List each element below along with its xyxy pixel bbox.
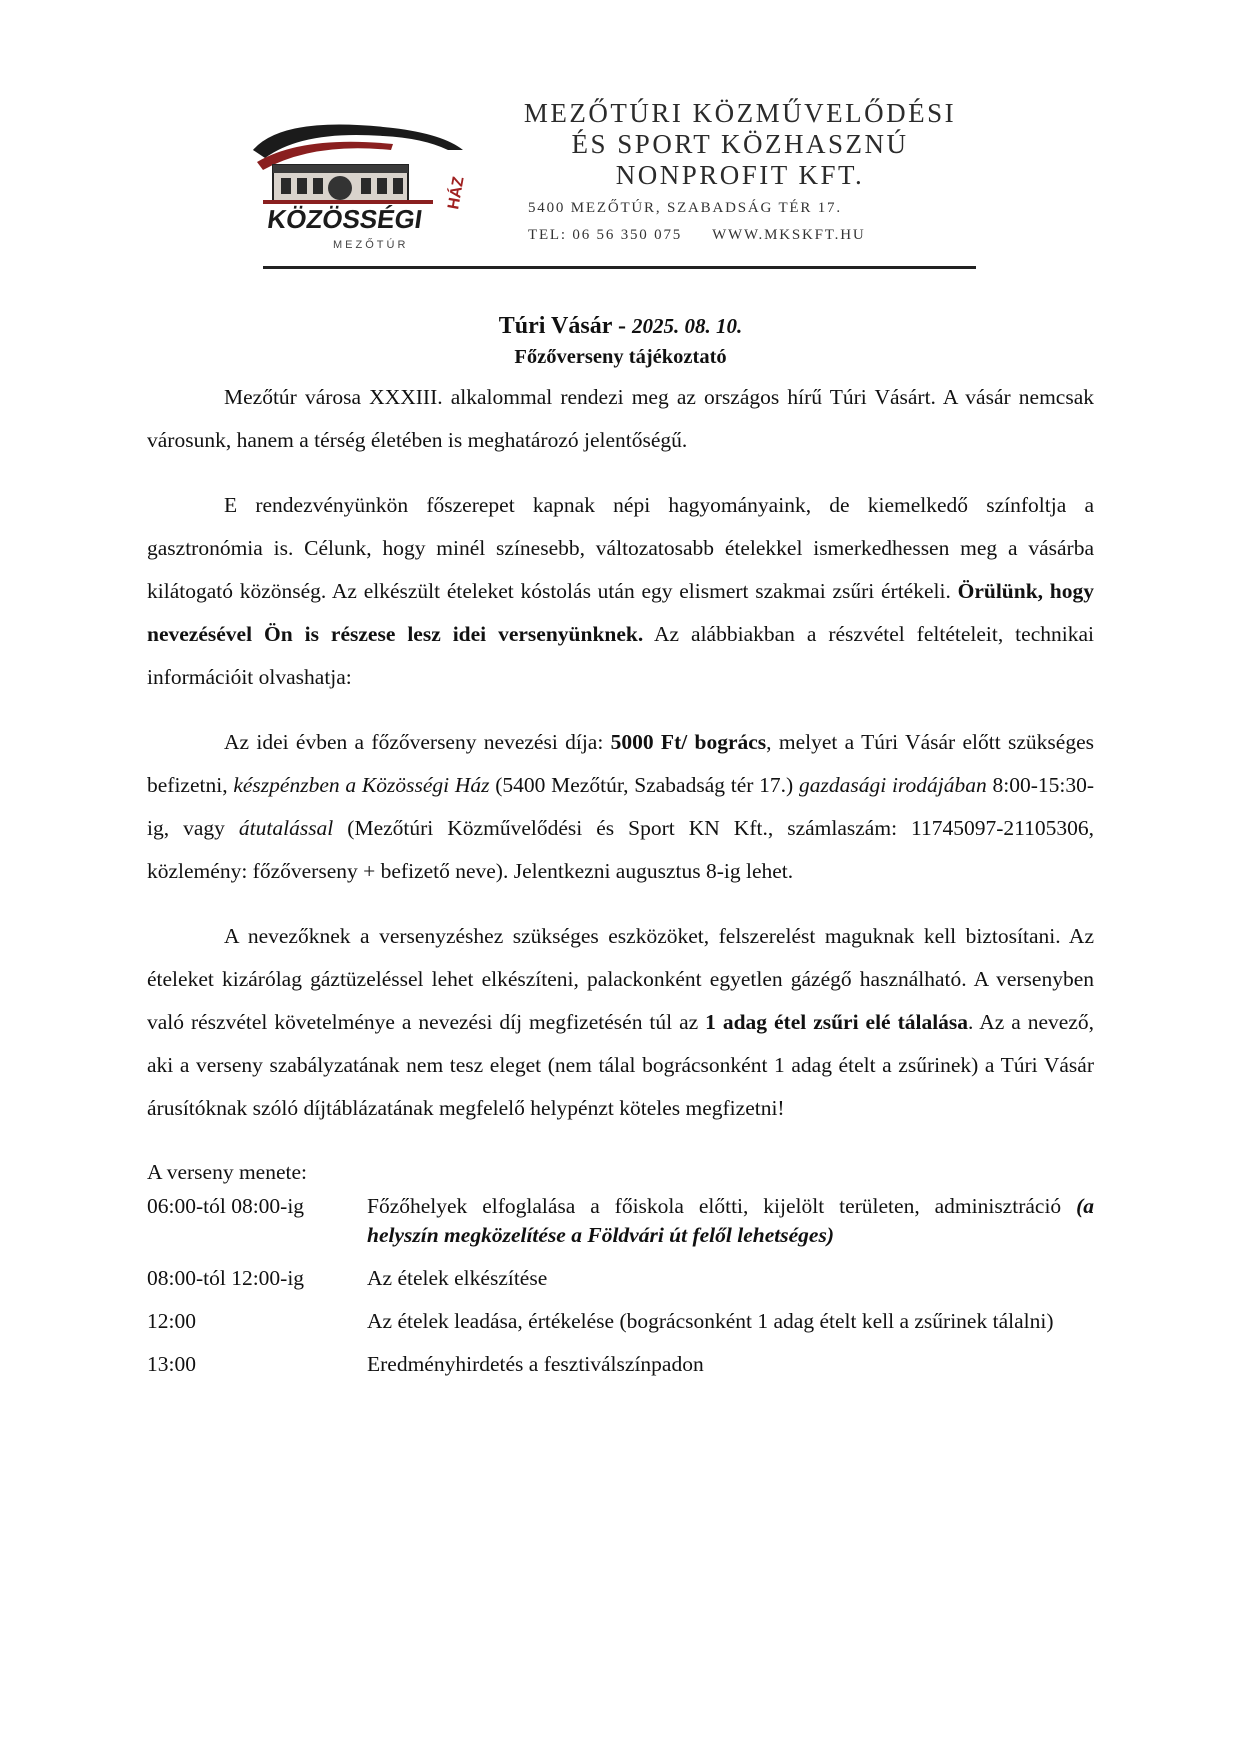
logo-side: HÁZ <box>445 175 468 211</box>
organization-name <box>450 98 1030 191</box>
schedule-time: 08:00-tól 12:00-ig <box>147 1266 305 1290</box>
p3-transfer: átutalással <box>238 816 334 840</box>
p4-text-c: . Az a nevező, aki a verseny szabályzatának nem tesz eleget (nem tálal bográcsonként 1 adag ételt a zsűrinek) a Túri Vásár árusítóknak szóló díjtáblázatának megfelelő helypénzt köteles megfizetni! <box>147 1010 1094 1120</box>
schedule-desc: Eredményhirdetés a fesztiválszínpadon <box>367 1352 704 1376</box>
schedule-time: 06:00-tól 08:00-ig <box>147 1194 305 1218</box>
schedule-row <box>147 1264 1094 1293</box>
p3-cash: készpénzben a Közösségi Ház <box>233 773 490 797</box>
schedule-desc: Az ételek leadása, értékelése (bográcsonként 1 adag ételt kell a zsűrinek tálalni) <box>367 1309 1054 1333</box>
address: 5400 MEZŐTÚR, SZABADSÁG TÉR 17. <box>528 200 842 216</box>
header-rule <box>263 266 976 269</box>
p3-text-a: Az idei évben a főzőverseny nevezési díja: <box>224 730 611 754</box>
schedule-row <box>147 1192 1094 1250</box>
fee-amount: 5000 Ft/ bogrács <box>610 730 767 754</box>
paragraph-intro: Mezőtúr városa XXXIII. alkalommal rendezi meg az országos hírű Túri Vásárt. A vásár nemcsak városunk, hanem a térség életében is meghatározó jelentőségű. <box>147 385 1094 452</box>
org-line-1: MEZŐTÚRI KÖZMŰVELŐDÉSI <box>523 98 957 128</box>
schedule-desc: Az ételek elkészítése <box>367 1266 548 1290</box>
p4-bold: 1 adag étel zsűri elé tálalása <box>705 1010 969 1034</box>
document-title <box>147 310 1094 342</box>
p2-text-c: Az alábbiakban a részvétel feltételeit, technikai információit olvashatja: <box>147 622 1094 689</box>
title-text: Túri Vásár <box>498 313 612 339</box>
schedule <box>147 1192 1094 1379</box>
document-subtitle: Főzőverseny tájékoztató <box>514 346 727 368</box>
schedule-time: 12:00 <box>147 1309 196 1333</box>
contact-line <box>528 227 1008 244</box>
event-date: 2025. 08. 10. <box>631 314 743 338</box>
title-separator: - <box>611 313 632 339</box>
p2-text-a: E rendezvényünkön főszerepet kapnak népi hagyományaink, de kiemelkedő színfoltja a gasztronómia is. Célunk, hogy minél színesebb, változatosabb ételekkel ismerkedhessen meg a vásárba kilátogató közönség. Az elkészült ételeket kóstolás után egy elismert szakmai zsűri értékeli. <box>147 493 1094 603</box>
org-line-3: NONPROFIT KFT. <box>615 160 865 190</box>
schedule-row <box>147 1350 1094 1379</box>
p3-text-g: 8:00-15:30-ig, vagy <box>147 773 1094 840</box>
paragraph-rules <box>147 915 1094 1130</box>
schedule-row <box>147 1307 1094 1336</box>
schedule-note: (a helyszín megközelítése a Földvári út felől lehetséges) <box>367 1194 1094 1247</box>
schedule-title: A verseny menete: <box>147 1160 308 1184</box>
schedule-desc <box>367 1192 1094 1250</box>
p3-office: gazdasági irodájában <box>798 773 987 797</box>
paragraph-gastronomy <box>147 484 1094 699</box>
website: WWW.MKSKFT.HU <box>712 227 866 243</box>
schedule-desc-text: Főzőhelyek elfoglalása a főiskola előtti, kijelölt területen, adminisztráció <box>367 1194 1077 1218</box>
paragraph-fee <box>147 721 1094 893</box>
logo-text: KÖZÖSSÉGI <box>265 204 425 234</box>
p3-text-c: , melyet a Túri Vásár előtt szükséges befizetni, <box>147 730 1094 797</box>
p3-text-e: (5400 Mezőtúr, Szabadság tér 17.) <box>489 773 799 797</box>
schedule-time: 13:00 <box>147 1352 196 1376</box>
org-line-2: ÉS SPORT KÖZHASZNÚ <box>571 129 909 159</box>
logo-city: MEZŐTÚR <box>333 239 409 251</box>
letterhead <box>0 0 1241 280</box>
p3-text-i: (Mezőtúri Közművelődési és Sport KN Kft., számlaszám: 11745097-21105306, közlemény: főzőverseny + befizető neve). Jelentkezni augusztus 8-ig lehet. <box>147 816 1094 883</box>
p2-bold: Örülünk, hogy nevezésével Ön is részese lesz idei versenyünknek. <box>147 579 1094 646</box>
p4-text-a: A nevezőknek a versenyzéshez szükséges eszközöket, felszerelést maguknak kell biztosítani. Az ételeket kizárólag gáztüzeléssel lehet elkészíteni, palackonként egyetlen gázégő használható. A versenyben való részvétel követelménye a nevezési díj megfizetésén túl az <box>147 924 1094 1034</box>
phone: TEL: 06 56 350 075 <box>528 227 683 243</box>
document-body <box>147 310 1094 1393</box>
